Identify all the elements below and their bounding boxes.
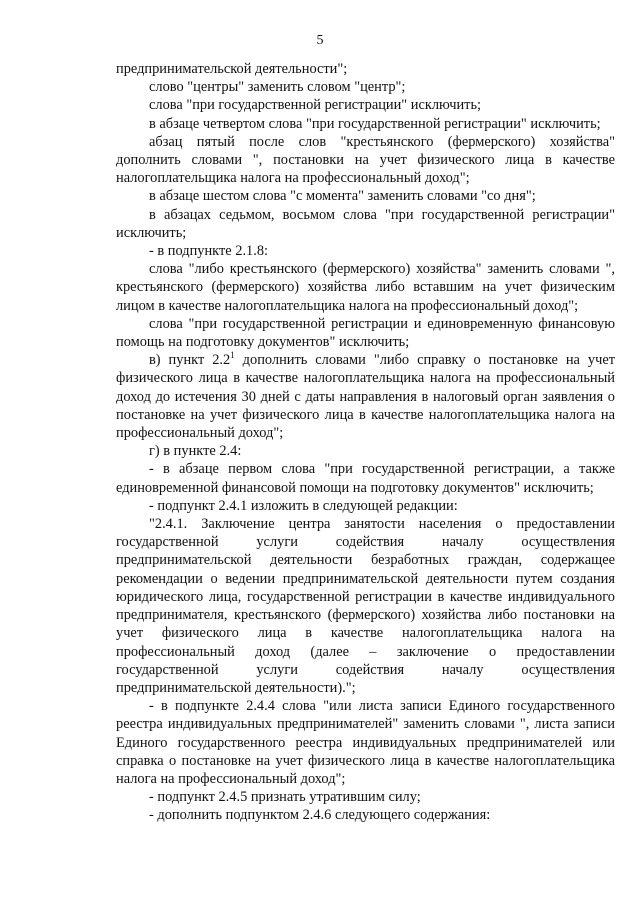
paragraph: - дополнить подпунктом 2.4.6 следующего содержания: bbox=[149, 807, 491, 824]
paragraph-text: дополнить словами "либо справку о постановке на учет физического лица в качестве налогоплательщика налога на профессиональный доход до истечения 30 дней с даты направления в налоговый орган заявления о постановке на учет физического лица в качестве налогоплательщика налога на профессиональный доход"; bbox=[116, 352, 615, 442]
paragraph: - подпункт 2.4.5 признать утратившим силу; bbox=[149, 789, 421, 806]
paragraph: в абзацах седьмом, восьмом слова "при государственной регистрации" исключить; bbox=[116, 206, 615, 241]
paragraph: - подпункт 2.4.1 изложить в следующей редакции: bbox=[149, 497, 458, 514]
paragraph: слова "при государственной регистрации" исключить; bbox=[149, 97, 482, 114]
paragraph: слова "при государственной регистрации и единовременную финансовую помощь на подготовку документов" исключить; bbox=[116, 315, 615, 351]
paragraph-text: в) пункт 2.2 bbox=[149, 352, 231, 369]
paragraph: "2.4.1. Заключение центра занятости населения о предоставлении государственной услуги содействия началу осуществления предпринимательской деятельности безработных граждан, содержащее рекомендации о ведении предпринимательской деятельности путем создания юридического лица, государственной регистрации в качестве индивидуального предпринимателя, крестьянского (фермерского) хозяйства либо постановки на учет физического лица в качестве налогоплательщика налога на профессиональный доход (далее – заключение о предоставлении государственной услуги содействия началу осуществления предпринимательской деятельности)."; bbox=[116, 516, 615, 696]
page-number: 5 bbox=[316, 33, 324, 48]
paragraph: - в абзаце первом слова "при государственной регистрации, а также единовременной финансовой помощи на подготовку документов" исключить; bbox=[116, 461, 615, 496]
paragraph: абзац пятый после слов "крестьянского (фермерского) хозяйства" дополнить словами ", постановки на учет физического лица в качестве налогоплательщика налога на профессиональный доход"; bbox=[116, 133, 615, 187]
paragraph: в абзаце четвертом слова "при государственной регистрации" исключить; bbox=[149, 115, 601, 132]
paragraph: предпринимательской деятельности"; bbox=[116, 61, 348, 77]
superscript: 1 bbox=[230, 350, 235, 361]
document-body bbox=[116, 60, 615, 825]
paragraph: слово "центры" заменить словом "центр"; bbox=[149, 79, 406, 96]
paragraph: г) в пункте 2.4: bbox=[149, 443, 242, 460]
paragraph: слова "либо крестьянского (фермерского) хозяйства" заменить словами ", крестьянского (фермерского) хозяйства либо вставшим на учет физическим лицом в качестве налогоплательщика налога на профессиональный доход"; bbox=[116, 261, 615, 314]
paragraph: - в подпункте 2.4.4 слова "или листа записи Единого государственного реестра индивидуальных предпринимателей" заменить словами ", листа записи Единого государственного реестра индивидуальных предпринимателей или справка о постановке на учет физического лица в качестве налогоплательщика налога на профессиональный доход"; bbox=[116, 698, 615, 787]
paragraph: в абзаце шестом слова "с момента" заменить словами "со дня"; bbox=[149, 188, 536, 205]
paragraph: - в подпункте 2.1.8: bbox=[149, 243, 269, 260]
paragraph bbox=[116, 351, 615, 442]
